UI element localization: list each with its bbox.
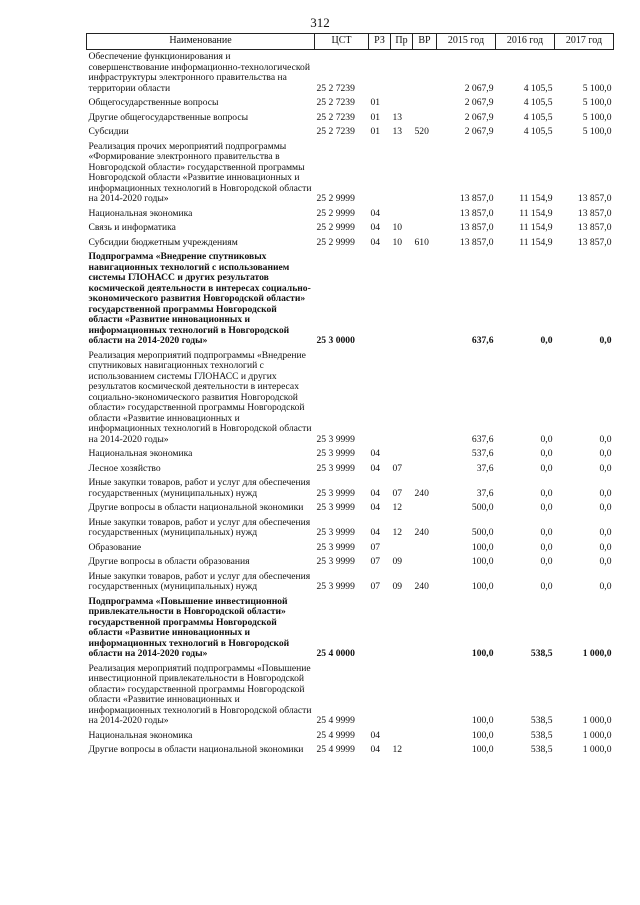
row-name: Национальная экономика [88, 729, 193, 741]
row-value-2016: 0,0 [540, 581, 553, 592]
row-value-2017: 0,0 [599, 556, 612, 567]
row-pr: 12 [392, 527, 403, 538]
row-vr [413, 541, 437, 556]
row-value-2016: 4 105,5 [523, 111, 553, 123]
row-name: Связь и информатика [88, 222, 176, 233]
row-value-2015: 100,0 [471, 556, 494, 567]
header-2015: 2015 год [437, 34, 496, 50]
row-vr [413, 349, 437, 448]
row-rz [369, 50, 391, 97]
row-value-2016: 0,0 [540, 487, 553, 499]
row-vr [413, 447, 437, 462]
row-rz: 01 [370, 111, 381, 123]
row-value-2015: 13 857,0 [459, 236, 494, 248]
row-value-2017: 1 000,0 [582, 729, 612, 741]
row-pr [391, 349, 413, 448]
row-name: Субсидии бюджетным учреждениям [88, 236, 238, 248]
row-code: 25 2 7239 [316, 126, 355, 137]
row-pr: 13 [392, 126, 403, 137]
row-pr [391, 595, 413, 662]
row-pr [391, 447, 413, 462]
row-value-2016: 538,5 [530, 715, 553, 726]
row-rz: 01 [370, 97, 381, 108]
table-row [87, 743, 614, 758]
row-rz: 04 [370, 448, 381, 459]
row-code: 25 2 9999 [316, 193, 355, 204]
row-pr: 12 [392, 744, 403, 755]
table-row [87, 50, 614, 97]
row-value-2017: 1 000,0 [582, 715, 612, 726]
row-vr [413, 111, 437, 126]
row-name: Реализация мероприятий подпрограммы «Внедрение спутниковых навигационных технологий с использованием системы ГЛОНАСС и других результатов космической деятельности в интересах социально-экономического развития Новгородской области» государственной программы Новгородской области «Развитие инновационных и информационных технологий в Новгородской области на 2014-2020 годы» [88, 349, 312, 445]
row-value-2017: 0,0 [599, 433, 612, 445]
row-value-2016: 0,0 [540, 541, 553, 553]
row-code: 25 3 9999 [316, 527, 355, 538]
row-value-2017: 5 100,0 [582, 126, 612, 137]
row-code: 25 3 9999 [316, 487, 355, 499]
row-vr: 240 [414, 581, 429, 592]
row-value-2017: 13 857,0 [577, 207, 612, 219]
row-rz: 04 [370, 527, 381, 538]
row-pr [391, 140, 413, 207]
row-rz [369, 595, 391, 662]
row-value-2015: 13 857,0 [459, 222, 494, 233]
row-rz: 07 [370, 541, 381, 553]
table-row [87, 447, 614, 462]
table-row [87, 111, 614, 126]
row-pr: 13 [392, 111, 403, 123]
table-row [87, 462, 614, 477]
row-code: 25 2 9999 [316, 207, 355, 219]
row-code: 25 3 9999 [316, 556, 355, 567]
row-vr [413, 555, 437, 570]
row-pr [391, 96, 413, 111]
row-rz: 04 [370, 729, 381, 741]
row-value-2017: 0,0 [599, 462, 612, 474]
row-value-2017: 5 100,0 [582, 82, 612, 94]
row-code: 25 3 9999 [316, 541, 355, 553]
row-value-2016: 0,0 [540, 462, 553, 474]
row-value-2015: 13 857,0 [459, 207, 494, 219]
row-name: Лесное хозяйство [88, 462, 161, 474]
row-rz [369, 662, 391, 729]
row-value-2017: 13 857,0 [577, 222, 612, 233]
row-code: 25 2 7239 [316, 97, 355, 108]
row-pr [391, 50, 413, 97]
row-value-2017: 13 857,0 [577, 236, 612, 248]
row-pr: 07 [392, 462, 403, 474]
row-vr [413, 462, 437, 477]
table-row [87, 541, 614, 556]
row-value-2015: 100,0 [471, 541, 494, 553]
row-value-2016: 11 154,9 [519, 207, 553, 219]
row-vr [413, 501, 437, 516]
row-code: 25 3 9999 [316, 448, 355, 459]
row-pr: 09 [392, 556, 403, 567]
row-pr: 09 [392, 581, 403, 592]
row-code: 25 4 0000 [316, 648, 355, 659]
row-code: 25 4 9999 [316, 715, 355, 726]
row-pr: 10 [392, 236, 403, 248]
row-name: Подпрограмма «Повышение инвестиционной привлекательности в Новгородской области» государственной программы Новгородской области «Развитие инновационных и информационных технологий в Новгородской области на 2014-2020 годы» [88, 595, 290, 659]
row-value-2017: 0,0 [599, 527, 612, 538]
row-name: Другие общегосударственные вопросы [88, 111, 249, 123]
row-value-2017: 0,0 [599, 581, 612, 592]
row-name: Субсидии [88, 126, 129, 137]
header-vr: ВР [413, 34, 437, 50]
row-vr [413, 140, 437, 207]
row-pr [391, 541, 413, 556]
table-row [87, 729, 614, 744]
row-value-2015: 100,0 [471, 729, 494, 741]
row-value-2017: 1 000,0 [582, 744, 612, 755]
row-value-2015: 500,0 [471, 527, 494, 538]
row-value-2015: 13 857,0 [459, 193, 494, 204]
table-row [87, 236, 614, 251]
table-row [87, 570, 614, 595]
row-value-2017: 13 857,0 [577, 193, 612, 204]
row-value-2016: 0,0 [540, 502, 553, 513]
table-row [87, 516, 614, 541]
row-code: 25 3 0000 [316, 335, 355, 346]
row-value-2016: 11 154,9 [519, 193, 553, 204]
row-value-2016: 0,0 [540, 433, 553, 445]
row-vr [413, 50, 437, 97]
row-code: 25 2 7239 [316, 82, 355, 94]
row-rz: 04 [370, 207, 381, 219]
row-value-2016: 11 154,9 [519, 236, 553, 248]
row-pr [391, 207, 413, 222]
row-value-2016: 538,5 [530, 729, 553, 741]
row-value-2017: 1 000,0 [582, 648, 612, 659]
row-name: Национальная экономика [88, 448, 193, 459]
row-code: 25 3 9999 [316, 433, 355, 445]
row-vr [413, 221, 437, 236]
row-vr [413, 207, 437, 222]
row-rz: 04 [370, 744, 381, 755]
row-vr: 520 [414, 126, 429, 137]
row-value-2016: 538,5 [530, 744, 553, 755]
row-value-2015: 37,6 [476, 462, 494, 474]
row-value-2017: 0,0 [599, 487, 612, 499]
row-value-2016: 0,0 [540, 527, 553, 538]
row-code: 25 2 9999 [316, 222, 355, 233]
row-vr: 240 [414, 527, 429, 538]
row-name: Подпрограмма «Внедрение спутниковых навигационных технологий с использованием системы ГЛОНАСС и других результатов космической деятельности в интересах социально-экономического развития Новгородской области» государственной программы Новгородской области «Развитие инновационных и информационных технологий в Новгородской области на 2014-2020 годы» [88, 251, 311, 346]
table-row [87, 140, 614, 207]
row-value-2015: 2 067,9 [464, 111, 494, 123]
row-pr [391, 729, 413, 744]
row-vr [413, 595, 437, 662]
row-value-2017: 0,0 [599, 335, 612, 346]
row-value-2016: 4 105,5 [523, 97, 553, 108]
row-vr: 610 [414, 236, 429, 248]
table-row [87, 349, 614, 448]
row-vr [413, 96, 437, 111]
row-pr: 12 [392, 502, 403, 513]
row-value-2017: 5 100,0 [582, 111, 612, 123]
row-pr [391, 250, 413, 349]
row-code: 25 4 9999 [316, 729, 355, 741]
header-2016: 2016 год [496, 34, 555, 50]
row-rz [369, 250, 391, 349]
row-vr [413, 662, 437, 729]
table-row [87, 250, 614, 349]
row-name: Иные закупки товаров, работ и услуг для обеспечения государственных (муниципальных) нужд [88, 570, 311, 592]
row-code: 25 4 9999 [316, 744, 355, 755]
row-name: Общегосударственные вопросы [88, 97, 219, 108]
row-pr: 10 [392, 222, 403, 233]
row-value-2015: 100,0 [471, 648, 494, 659]
row-rz: 04 [370, 236, 381, 248]
header-code: ЦСТ [315, 34, 369, 50]
table-body [87, 50, 614, 758]
row-name: Другие вопросы в области национальной экономики [88, 744, 304, 755]
row-code: 25 2 9999 [316, 236, 355, 248]
row-rz: 07 [370, 556, 381, 567]
row-value-2015: 100,0 [471, 744, 494, 755]
row-rz: 07 [370, 581, 381, 592]
row-name: Иные закупки товаров, работ и услуг для обеспечения государственных (муниципальных) нужд [88, 516, 311, 538]
row-value-2016: 538,5 [530, 648, 553, 659]
row-value-2016: 0,0 [540, 448, 553, 459]
row-rz: 04 [370, 487, 381, 499]
row-value-2015: 2 067,9 [464, 82, 494, 94]
table-header-row [87, 34, 614, 50]
table-row [87, 96, 614, 111]
row-value-2017: 0,0 [599, 448, 612, 459]
row-value-2015: 100,0 [471, 715, 494, 726]
row-pr: 07 [392, 487, 403, 499]
page-number: 312 [310, 15, 330, 30]
row-value-2016: 11 154,9 [519, 222, 553, 233]
table-row [87, 476, 614, 501]
row-value-2015: 2 067,9 [464, 97, 494, 108]
row-value-2016: 4 105,5 [523, 126, 553, 137]
row-value-2015: 100,0 [471, 581, 494, 592]
row-value-2015: 637,6 [471, 335, 494, 346]
row-rz [369, 140, 391, 207]
row-value-2017: 0,0 [599, 541, 612, 553]
row-code: 25 3 9999 [316, 462, 355, 474]
row-rz: 04 [370, 462, 381, 474]
table-row [87, 595, 614, 662]
header-2017: 2017 год [555, 34, 614, 50]
row-value-2015: 637,6 [471, 433, 494, 445]
header-rz: РЗ [369, 34, 391, 50]
row-rz: 01 [370, 126, 381, 137]
row-value-2016: 0,0 [540, 556, 553, 567]
header-pr: Пр [391, 34, 413, 50]
table-row [87, 125, 614, 140]
row-name: Национальная экономика [88, 207, 193, 219]
row-name: Обеспечение функционирования и совершенствование информационно-технологической инфраструктуры электронного правительства на территории области [88, 51, 310, 94]
row-value-2015: 537,6 [471, 448, 494, 459]
row-code: 25 3 9999 [316, 502, 355, 513]
row-value-2017: 5 100,0 [582, 97, 612, 108]
table-row [87, 207, 614, 222]
row-name: Образование [88, 541, 142, 553]
table-row [87, 221, 614, 236]
header-name: Наименование [87, 34, 315, 50]
row-rz [369, 349, 391, 448]
budget-table [86, 33, 614, 758]
table-row [87, 662, 614, 729]
table-row [87, 501, 614, 516]
row-vr [413, 250, 437, 349]
row-vr: 240 [414, 487, 429, 499]
row-pr [391, 662, 413, 729]
row-vr [413, 743, 437, 758]
row-value-2015: 37,6 [476, 487, 494, 499]
table-row [87, 555, 614, 570]
row-rz: 04 [370, 502, 381, 513]
row-rz: 04 [370, 222, 381, 233]
row-value-2016: 4 105,5 [523, 82, 553, 94]
row-code: 25 2 7239 [316, 111, 355, 123]
row-value-2015: 2 067,9 [464, 126, 494, 137]
row-vr [413, 729, 437, 744]
row-value-2015: 500,0 [471, 502, 494, 513]
row-value-2016: 0,0 [540, 335, 553, 346]
row-name: Иные закупки товаров, работ и услуг для обеспечения государственных (муниципальных) нужд [88, 477, 311, 499]
row-code: 25 3 9999 [316, 581, 355, 592]
row-value-2017: 0,0 [599, 502, 612, 513]
row-name: Реализация мероприятий подпрограммы «Повышение инвестиционной привлекательности в Новгородской области» государственной программы Новгородской области «Развитие инновационных и информационных технологий в Новгородской области на 2014-2020 годы» [88, 662, 312, 726]
row-name: Реализация прочих мероприятий подпрограммы «Формирование электронного правительства в Новгородской области» государственной программы Новгородской области «Развитие инновационных и информационных технологий в Новгородской области на 2014-2020 годы» [88, 140, 312, 204]
row-name: Другие вопросы в области образования [88, 556, 250, 567]
row-name: Другие вопросы в области национальной экономики [88, 502, 304, 513]
